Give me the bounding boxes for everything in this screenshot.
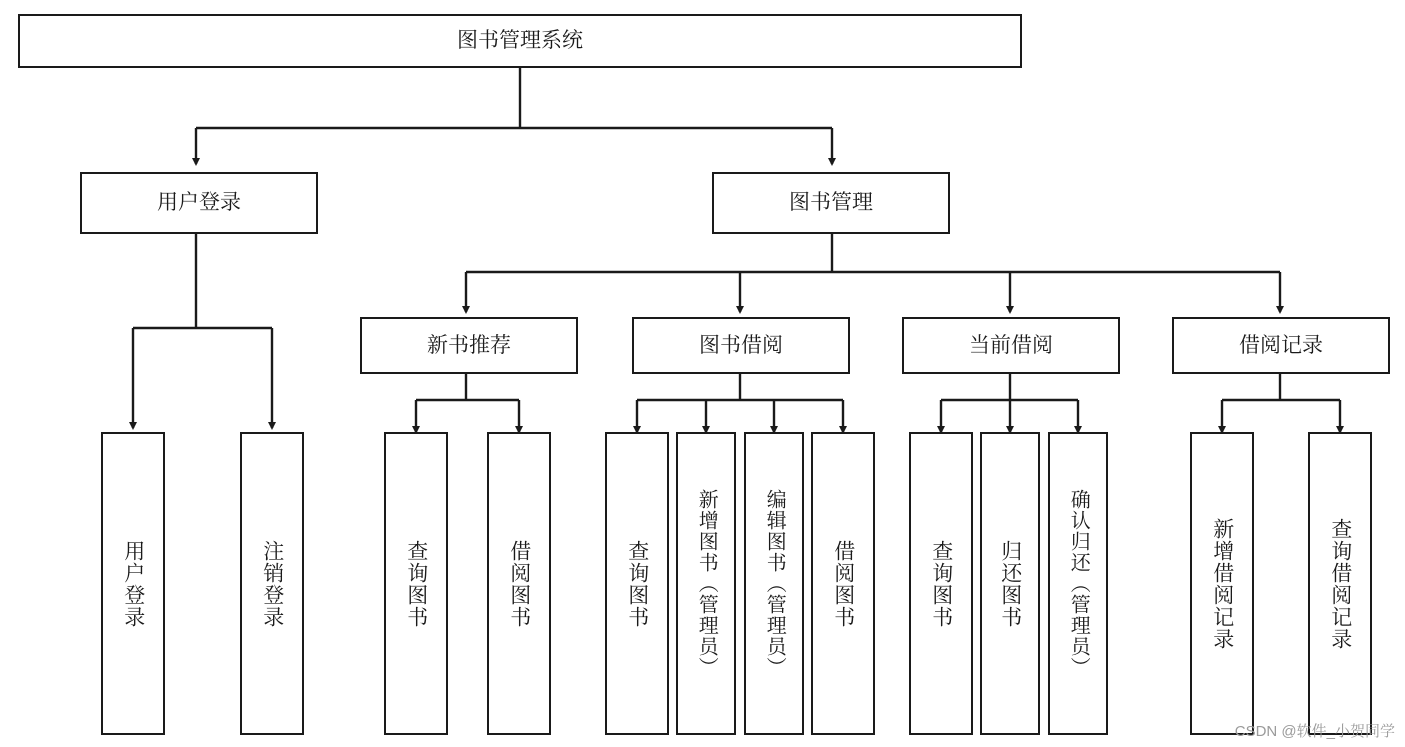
node-user-login [80, 172, 318, 234]
node-root-label: 图书管理系统 [457, 29, 583, 53]
node-current-query-label: 查询图书 [929, 539, 953, 628]
node-borrow-query [605, 432, 669, 735]
node-current-confirm-label: 确认归还（管理员） [1067, 489, 1090, 678]
node-login-signout-label: 注销登录 [260, 539, 284, 628]
node-borrow-edit [744, 432, 804, 735]
node-book-borrow [632, 317, 850, 374]
node-new-book-recommend-label: 新书推荐 [427, 333, 511, 357]
node-current-return-label: 归还图书 [998, 539, 1022, 628]
node-borrow-query-label: 查询图书 [625, 539, 649, 628]
node-newbook-query [384, 432, 448, 735]
node-book-management [712, 172, 950, 234]
node-login-signout [240, 432, 304, 735]
node-newbook-query-label: 查询图书 [404, 539, 428, 628]
node-borrow-add-label: 新增图书（管理员） [695, 489, 718, 678]
node-current-confirm [1048, 432, 1108, 735]
node-borrow-do-label: 借阅图书 [831, 539, 855, 628]
node-borrow-edit-label: 编辑图书（管理员） [763, 489, 786, 678]
node-newbook-borrow [487, 432, 551, 735]
node-record-add-label: 新增借阅记录 [1210, 517, 1234, 650]
node-current-borrow-label: 当前借阅 [969, 333, 1053, 357]
node-current-query [909, 432, 973, 735]
node-newbook-borrow-label: 借阅图书 [507, 539, 531, 628]
node-record-query-label: 查询借阅记录 [1328, 517, 1352, 650]
node-login-signin-label: 用户登录 [121, 539, 145, 628]
node-record-query [1308, 432, 1372, 735]
node-user-login-label: 用户登录 [157, 191, 241, 215]
node-root [18, 14, 1022, 68]
node-record-add [1190, 432, 1254, 735]
node-login-signin [101, 432, 165, 735]
node-new-book-recommend [360, 317, 578, 374]
node-current-borrow [902, 317, 1120, 374]
node-book-borrow-label: 图书借阅 [699, 333, 783, 357]
node-borrow-record [1172, 317, 1390, 374]
node-current-return [980, 432, 1040, 735]
node-borrow-add [676, 432, 736, 735]
node-book-management-label: 图书管理 [789, 191, 873, 215]
node-borrow-do [811, 432, 875, 735]
watermark: CSDN @软件_小贺同学 [1234, 723, 1395, 740]
node-borrow-record-label: 借阅记录 [1239, 333, 1323, 357]
